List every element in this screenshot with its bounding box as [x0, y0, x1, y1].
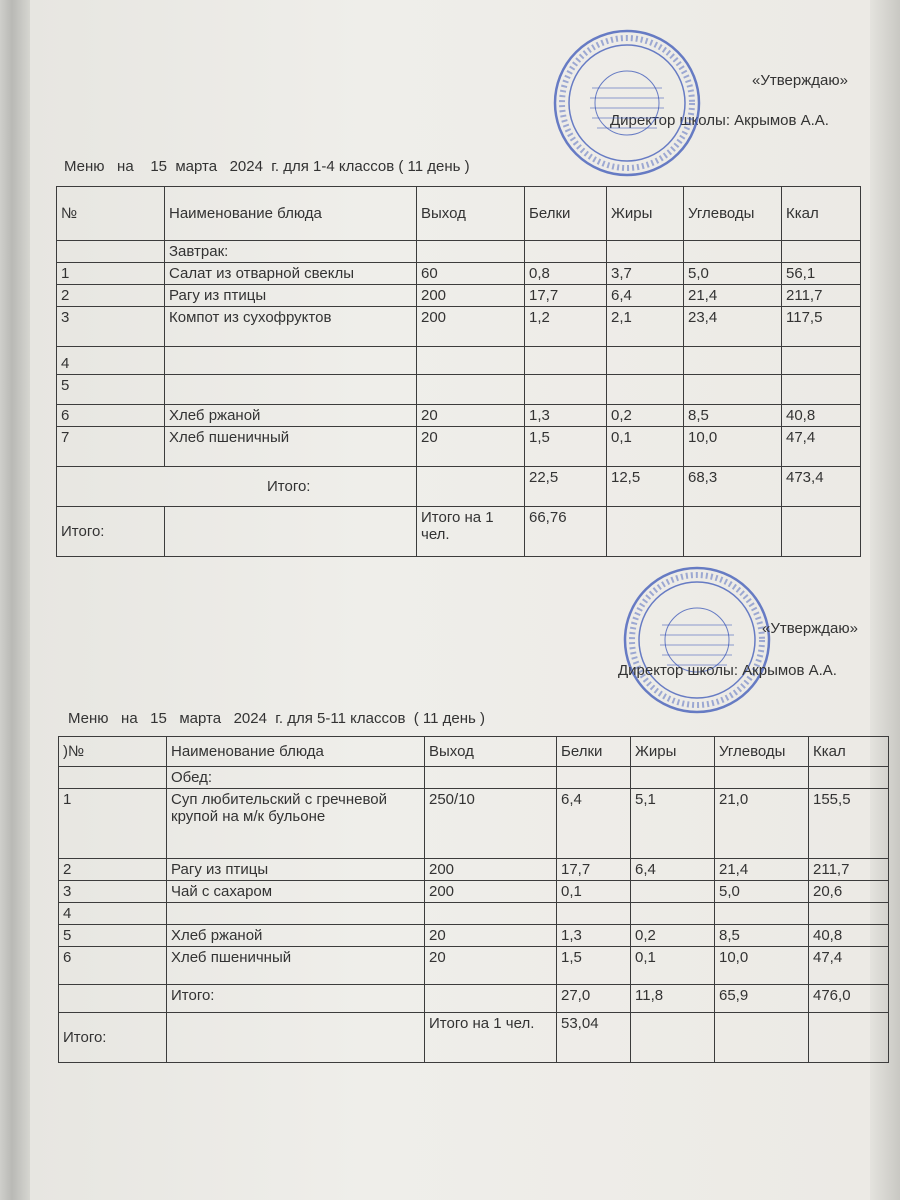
director-signature-line-2: Директор школы: Акрымов А.А.: [618, 662, 837, 679]
dish-fats: [607, 347, 684, 375]
scan-edge-left: [0, 0, 30, 1200]
header-kcal: Ккал: [809, 737, 889, 767]
per-person-value: 66,76: [525, 507, 607, 557]
dish-portion: 20: [417, 427, 525, 467]
dish-fats: [631, 881, 715, 903]
row-number: 3: [59, 881, 167, 903]
row-number: 4: [59, 903, 167, 925]
dish-proteins: 17,7: [557, 859, 631, 881]
dish-fats: 6,4: [607, 285, 684, 307]
table-row: [59, 789, 889, 859]
dish-name: Хлеб ржаной: [167, 925, 425, 947]
subtotal-row: [59, 985, 889, 1013]
subtotal-carbs: 68,3: [684, 467, 782, 507]
table-row: [59, 925, 889, 947]
row-number: 7: [57, 427, 165, 467]
dish-portion: [417, 375, 525, 405]
dish-carbs: 10,0: [684, 427, 782, 467]
row-number: 3: [57, 307, 165, 347]
dish-carbs: 10,0: [715, 947, 809, 985]
official-stamp-2: [622, 565, 772, 715]
dish-name: [165, 347, 417, 375]
row-number: 2: [59, 859, 167, 881]
dish-proteins: 0,8: [525, 263, 607, 285]
table-header-row: [57, 187, 861, 241]
subtotal-proteins: 22,5: [525, 467, 607, 507]
dish-proteins: 1,5: [557, 947, 631, 985]
dish-kcal: 56,1: [782, 263, 861, 285]
subtotal-fats: 12,5: [607, 467, 684, 507]
dish-proteins: [525, 347, 607, 375]
meal-label: Обед:: [167, 767, 425, 789]
dish-proteins: 6,4: [557, 789, 631, 859]
menu-title-2: Меню на 15 марта 2024 г. для 5-11 классов ( 11 день ): [68, 710, 486, 727]
dish-name: Хлеб ржаной: [165, 405, 417, 427]
dish-proteins: 17,7: [525, 285, 607, 307]
dish-fats: [607, 375, 684, 405]
dish-carbs: 8,5: [684, 405, 782, 427]
row-number: 6: [59, 947, 167, 985]
dish-carbs: 5,0: [715, 881, 809, 903]
header-dish-name: Наименование блюда: [167, 737, 425, 767]
dish-portion: 250/10: [425, 789, 557, 859]
official-stamp-1: [552, 28, 702, 178]
total-label: Итого:: [59, 1013, 167, 1063]
row-number: 5: [57, 375, 165, 405]
table-row: [57, 347, 861, 375]
dish-carbs: [715, 903, 809, 925]
dish-proteins: 1,3: [557, 925, 631, 947]
row-number: 1: [59, 789, 167, 859]
dish-portion: 20: [425, 947, 557, 985]
total-label: Итого:: [57, 507, 165, 557]
approval-label-1: «Утверждаю»: [752, 72, 848, 89]
menu-table-2: [58, 736, 889, 1063]
dish-fats: 0,1: [607, 427, 684, 467]
dish-fats: 0,2: [631, 925, 715, 947]
dish-proteins: 1,3: [525, 405, 607, 427]
dish-fats: 0,2: [607, 405, 684, 427]
dish-portion: 200: [425, 859, 557, 881]
header-carbs: Углеводы: [684, 187, 782, 241]
dish-fats: 0,1: [631, 947, 715, 985]
header-fats: Жиры: [607, 187, 684, 241]
header-carbs: Углеводы: [715, 737, 809, 767]
dish-proteins: 1,5: [525, 427, 607, 467]
header-portion: Выход: [425, 737, 557, 767]
header-proteins: Белки: [557, 737, 631, 767]
table-row: [59, 859, 889, 881]
dish-kcal: 47,4: [782, 427, 861, 467]
dish-portion: 20: [425, 925, 557, 947]
dish-kcal: [809, 903, 889, 925]
dish-kcal: 155,5: [809, 789, 889, 859]
header-proteins: Белки: [525, 187, 607, 241]
dish-carbs: [684, 347, 782, 375]
dish-kcal: 47,4: [809, 947, 889, 985]
dish-portion: 200: [417, 307, 525, 347]
meal-label: Завтрак:: [165, 241, 417, 263]
dish-fats: 3,7: [607, 263, 684, 285]
row-number: 4: [57, 347, 165, 375]
dish-proteins: 1,2: [525, 307, 607, 347]
dish-kcal: 40,8: [809, 925, 889, 947]
table-row: [59, 947, 889, 985]
dish-kcal: [782, 375, 861, 405]
header-dish-name: Наименование блюда: [165, 187, 417, 241]
header-kcal: Ккал: [782, 187, 861, 241]
menu-title-1: Меню на 15 марта 2024 г. для 1-4 классов ( 11 день ): [64, 158, 470, 175]
dish-portion: 60: [417, 263, 525, 285]
dish-carbs: 8,5: [715, 925, 809, 947]
table-row: [57, 285, 861, 307]
header-portion: Выход: [417, 187, 525, 241]
dish-name: Компот из сухофруктов: [165, 307, 417, 347]
table-row: [59, 903, 889, 925]
dish-fats: 2,1: [607, 307, 684, 347]
table-row: [57, 405, 861, 427]
dish-kcal: 40,8: [782, 405, 861, 427]
meal-label-row: [59, 767, 889, 789]
per-person-value: 53,04: [557, 1013, 631, 1063]
subtotal-carbs: 65,9: [715, 985, 809, 1013]
dish-name: Хлеб пшеничный: [167, 947, 425, 985]
table-header-row: [59, 737, 889, 767]
table-row: [59, 881, 889, 903]
dish-fats: 6,4: [631, 859, 715, 881]
dish-kcal: 211,7: [809, 859, 889, 881]
per-person-label: Итого на 1 чел.: [425, 1013, 557, 1063]
subtotal-label: Итого:: [167, 985, 425, 1013]
dish-portion: 20: [417, 405, 525, 427]
per-person-label: Итого на 1 чел.: [417, 507, 525, 557]
header-number: )№: [59, 737, 167, 767]
dish-fats: 5,1: [631, 789, 715, 859]
dish-name: Рагу из птицы: [167, 859, 425, 881]
subtotal-kcal: 476,0: [809, 985, 889, 1013]
table-row: [57, 307, 861, 347]
row-number: 1: [57, 263, 165, 285]
dish-fats: [631, 903, 715, 925]
dish-kcal: 117,5: [782, 307, 861, 347]
subtotal-row: [57, 467, 861, 507]
dish-kcal: 211,7: [782, 285, 861, 307]
dish-portion: [425, 903, 557, 925]
table-row: [57, 427, 861, 467]
dish-proteins: [525, 375, 607, 405]
dish-proteins: [557, 903, 631, 925]
total-row: [57, 507, 861, 557]
dish-name: Суп любительский с гречневой крупой на м/к бульоне: [167, 789, 425, 859]
dish-portion: 200: [425, 881, 557, 903]
total-row: [59, 1013, 889, 1063]
row-number: 5: [59, 925, 167, 947]
dish-name: Салат из отварной свеклы: [165, 263, 417, 285]
approval-label-2: «Утверждаю»: [762, 620, 858, 637]
dish-kcal: [782, 347, 861, 375]
dish-portion: [417, 347, 525, 375]
menu-table-1: [56, 186, 861, 557]
header-fats: Жиры: [631, 737, 715, 767]
dish-carbs: 23,4: [684, 307, 782, 347]
table-row: [57, 263, 861, 285]
dish-name: [165, 375, 417, 405]
director-signature-line-1: Директор школы: Акрымов А.А.: [610, 112, 829, 129]
subtotal-label: Итого:: [57, 467, 417, 507]
dish-name: Хлеб пшеничный: [165, 427, 417, 467]
dish-carbs: [684, 375, 782, 405]
row-number: 6: [57, 405, 165, 427]
header-number: №: [57, 187, 165, 241]
dish-carbs: 21,0: [715, 789, 809, 859]
subtotal-fats: 11,8: [631, 985, 715, 1013]
meal-label-row: [57, 241, 861, 263]
subtotal-proteins: 27,0: [557, 985, 631, 1013]
dish-name: Рагу из птицы: [165, 285, 417, 307]
dish-carbs: 21,4: [715, 859, 809, 881]
dish-name: Чай с сахаром: [167, 881, 425, 903]
row-number: 2: [57, 285, 165, 307]
dish-portion: 200: [417, 285, 525, 307]
subtotal-kcal: 473,4: [782, 467, 861, 507]
dish-proteins: 0,1: [557, 881, 631, 903]
dish-carbs: 5,0: [684, 263, 782, 285]
dish-carbs: 21,4: [684, 285, 782, 307]
dish-name: [167, 903, 425, 925]
dish-kcal: 20,6: [809, 881, 889, 903]
table-row: [57, 375, 861, 405]
